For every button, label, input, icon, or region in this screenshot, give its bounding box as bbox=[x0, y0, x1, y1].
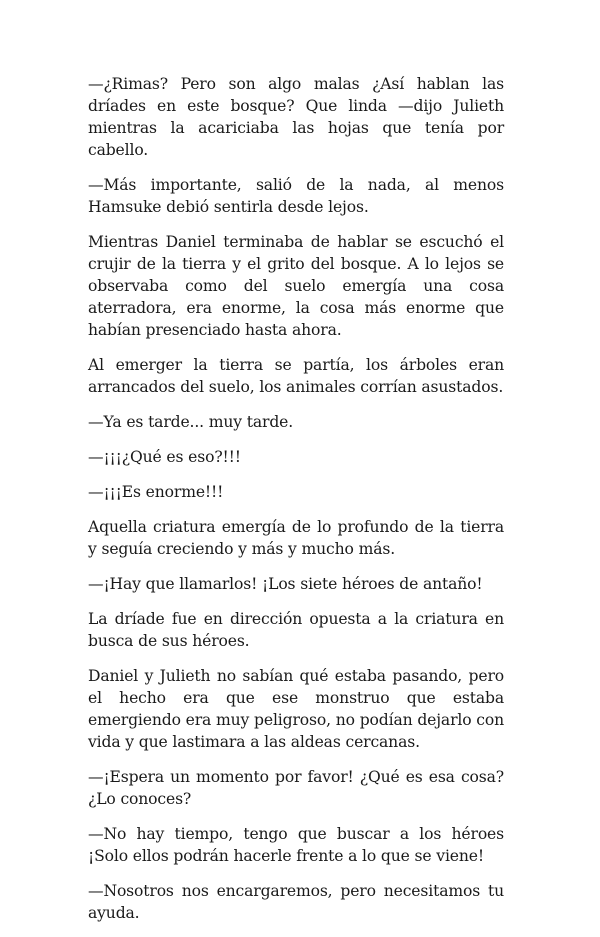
paragraph-es-enorme: —¡¡¡Es enorme!!! bbox=[88, 483, 224, 501]
book-page-text bbox=[88, 73, 504, 937]
paragraph-ya-es-tarde: —Ya es tarde... muy tarde. bbox=[88, 413, 294, 431]
paragraph-que-es-eso: —¡¡¡¿Qué es eso?!!! bbox=[88, 448, 241, 466]
paragraph-driade-busca: La dríade fue en dirección opuesta a la criatura en busca de sus héroes. bbox=[88, 610, 504, 650]
paragraph-crujir-tierra: Mientras Daniel terminaba de hablar se escuchó el crujir de la tierra y el grito del bosque. A lo lejos se observaba como del suelo emergía una cosa aterradora, era enorme, la cosa más enorme que habían presenciado hasta ahora. bbox=[88, 233, 504, 339]
paragraph-rimas: —¿Rimas? Pero son algo malas ¿Así hablan las dríades en este bosque? Que linda —dijo Julieth mientras la acariciaba las hojas que tenía por cabello. bbox=[88, 75, 504, 159]
paragraph-mas-importante: —Más importante, salió de la nada, al menos Hamsuke debió sentirla desde lejos. bbox=[88, 176, 504, 216]
paragraph-emerger: Al emerger la tierra se partía, los árboles eran arrancados del suelo, los animales corrían asustados. bbox=[88, 356, 504, 396]
paragraph-espera: —¡Espera un momento por favor! ¿Qué es esa cosa? ¿Lo conoces? bbox=[88, 768, 504, 808]
paragraph-no-hay-tiempo: —No hay tiempo, tengo que buscar a los héroes ¡Solo ellos podrán hacerle frente a lo que se viene! bbox=[88, 825, 504, 865]
paragraph-nosotros: —Nosotros nos encargaremos, pero necesitamos tu ayuda. bbox=[88, 882, 504, 922]
paragraph-daniel-julieth: Daniel y Julieth no sabían qué estaba pasando, pero el hecho era que ese monstruo que estaba emergiendo era muy peligroso, no podían dejarlo con vida y que lastimara a las aldeas cercanas. bbox=[88, 667, 504, 751]
paragraph-aquella-criatura: Aquella criatura emergía de lo profundo de la tierra y seguía creciendo y más y mucho más. bbox=[88, 518, 504, 558]
paragraph-hay-que-llamarlos: —¡Hay que llamarlos! ¡Los siete héroes de antaño! bbox=[88, 575, 483, 593]
